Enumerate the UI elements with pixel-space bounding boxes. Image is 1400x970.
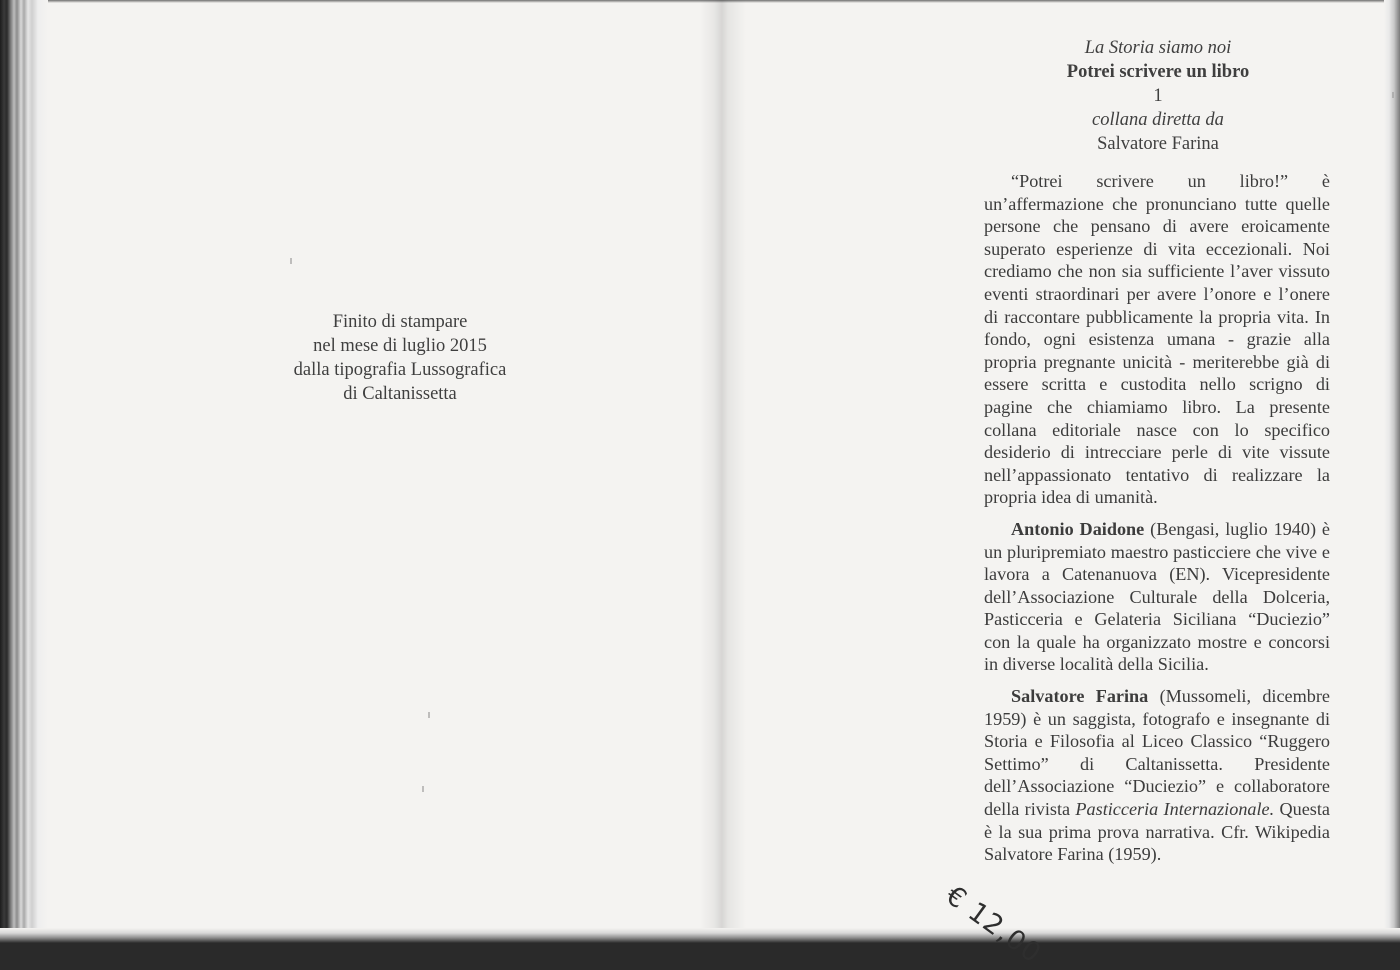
handwritten-price: € 12,00 [939, 880, 1048, 970]
left-page-edges [0, 0, 48, 943]
back-cover-text [984, 170, 1330, 875]
series-title: La Storia siamo noi [1084, 38, 1232, 58]
author-bio-text: (Mussomeli, dicembre 1959) è un saggista, fotografo e insegnante di Storia e Filosofia al Liceo Classico “Ruggero Settimo” di Caltanissetta. Presidente dell’Associazione “Duciezio” e collaboratore della rivista [984, 686, 1330, 820]
author-bio-text: (Bengasi, luglio 1940) è un pluripremiato maestro pasticciere che vive e lavora a Catenanuova (EN). Vicepresidente dell’Associazione Culturale della Dolceria, Pasticceria e Gelateria Siciliana “Duciezio” con la quale ha organizzato mostre e concorsi in diverse località della Sicilia. [984, 518, 1330, 675]
series-editor-label: collana diretta da [1092, 110, 1224, 130]
series-number: 1 [1153, 86, 1163, 106]
colophon [260, 310, 540, 406]
scan-speck [422, 786, 424, 792]
bottom-page-edge [0, 928, 1400, 943]
author-bio-farina [984, 685, 1330, 866]
author-name: Salvatore Farina [1011, 686, 1149, 707]
colophon-line: di Caltanissetta [343, 384, 457, 404]
magazine-title: Pasticceria Internazionale. [1075, 799, 1275, 820]
colophon-line: dalla tipografia Lussografica [293, 360, 507, 380]
author-name: Antonio Daidone [1011, 518, 1145, 539]
series-description: “Potrei scrivere un libro!” è un’affermazione che pronunciano tutte quelle persone che pensano di avere eroicamente superato esperienze di vita eccezionali. Noi crediamo che non sia sufficiente l’aver vissuto eventi straordinari per avere l’onore e l’onere di raccontare pubblicamente la propria vita. In fondo, ogni esistenza umana - grazie alla propria pregnante unicità - meriterebbe già di essere scritta e custodita nello scrigno di pagine che chiamiamo libro. La presente collana editoriale nasce con lo specifico desiderio di intrecciare perle di vite vissute nell’appassionato tentativo di realizzare la propria idea di umanità. [984, 171, 1330, 508]
scan-speck [1392, 92, 1394, 98]
book-gutter [700, 0, 746, 943]
series-header [1000, 36, 1316, 156]
colophon-line: nel mese di luglio 2015 [313, 336, 487, 356]
series-subtitle: Potrei scrivere un libro [1066, 62, 1250, 82]
colophon-line: Finito di stampare [332, 312, 468, 332]
right-page-edge [1384, 0, 1400, 943]
scan-speck [428, 712, 430, 718]
author-bio-daidone [984, 518, 1330, 676]
author-bio-text: Questa è la sua prima prova narrativa. Cfr. Wikipedia Salvatore Farina (1959). [984, 799, 1330, 865]
scan-speck [290, 258, 292, 264]
series-editor-name: Salvatore Farina [1097, 134, 1219, 154]
